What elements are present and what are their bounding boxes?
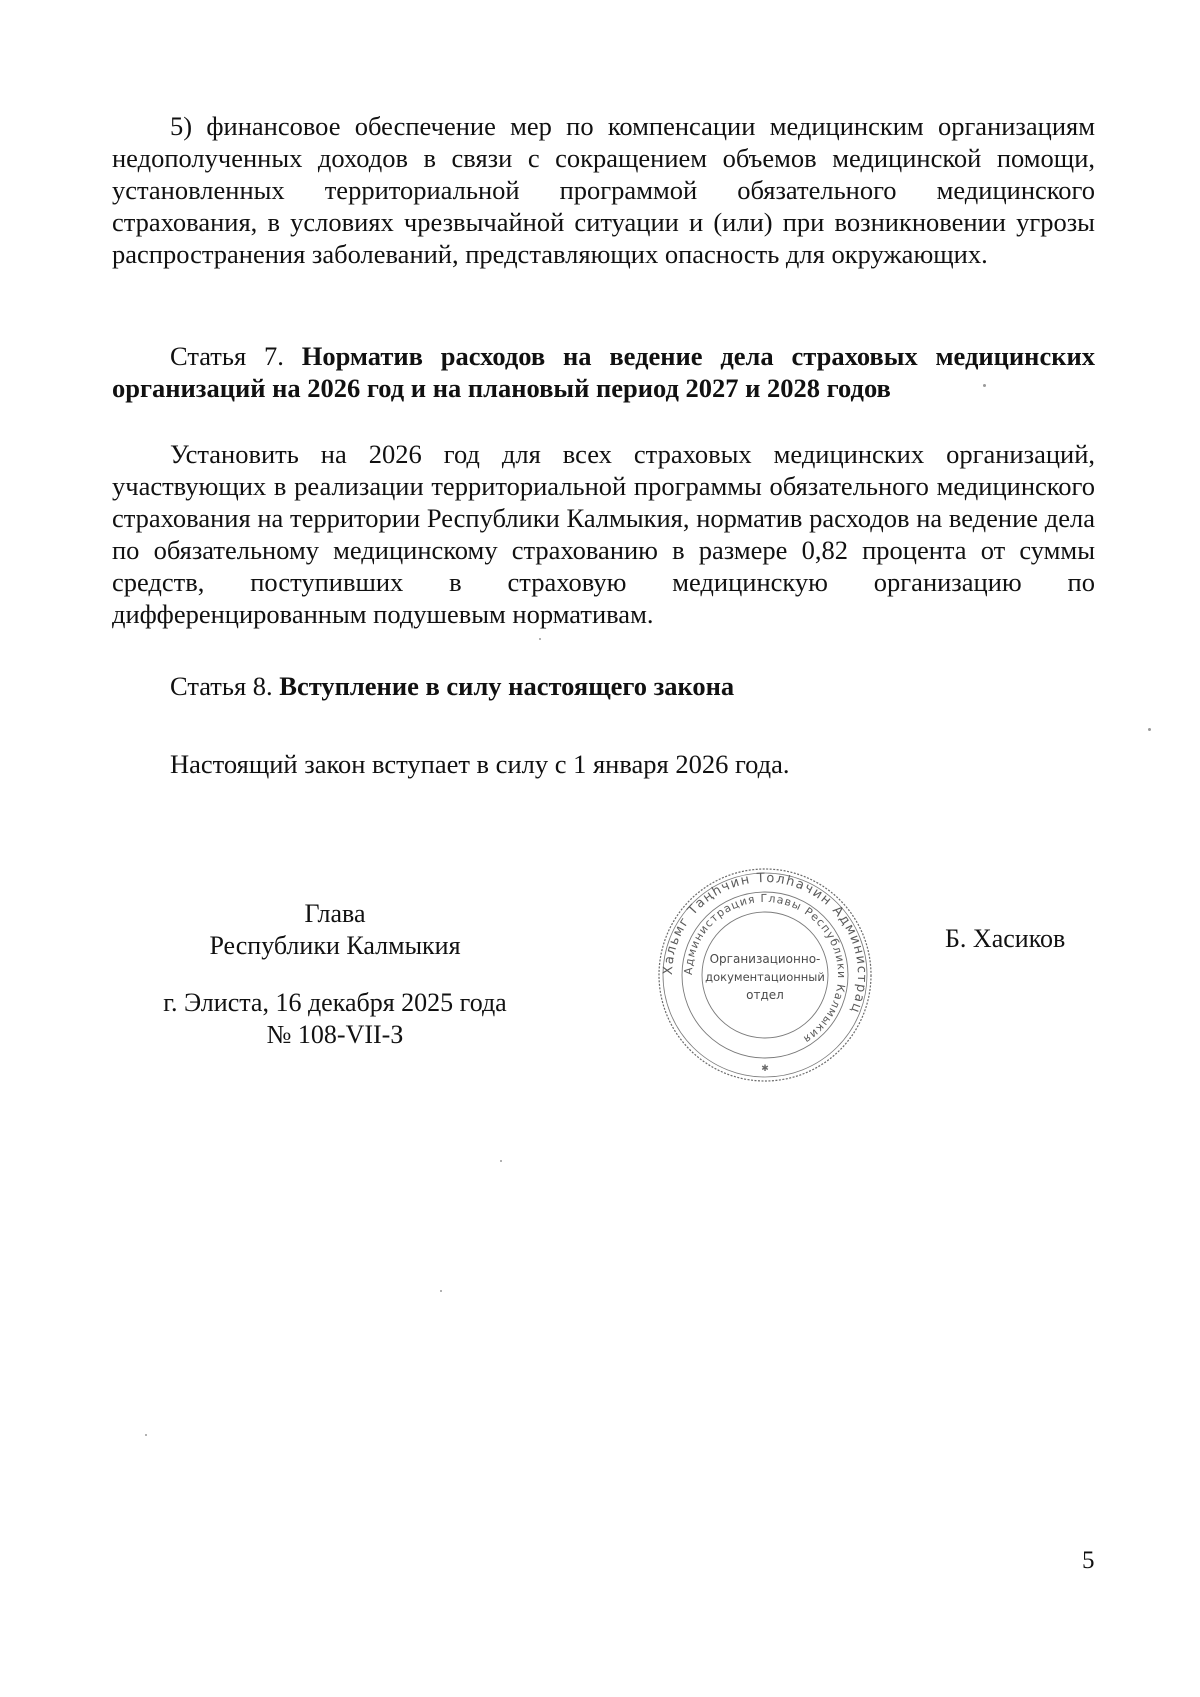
seal-star-icon: ✱ — [761, 1064, 769, 1074]
article-7-heading — [112, 340, 1095, 404]
seal-outer-text: Хальмг Таңһчин Толһачин Администрац — [660, 870, 870, 1017]
item-5-paragraph: 5) финансовое обеспечение мер по компенсации медицинским организациям недополученных доходов в связи с сокращением объемов медицинской помощи, установленных территориальной программой обязательного медицинского страхования, в условиях чрезвычайной ситуации и (или) при возникновении угрозы распространения заболеваний, представляющих опасность для окружающих. — [112, 111, 1095, 269]
scan-speck — [539, 638, 541, 640]
article-8-number: Статья 8. — [170, 671, 273, 701]
signatory-position — [160, 898, 510, 962]
scan-speck — [440, 1290, 442, 1292]
signatory-position-line2: Республики Калмыкия — [209, 931, 461, 960]
page-number: 5 — [1082, 1547, 1095, 1574]
scan-speck — [983, 384, 986, 387]
signatory-position-line1: Глава — [304, 899, 366, 928]
official-seal — [655, 865, 875, 1085]
scan-speck — [145, 1434, 147, 1436]
signer-name: Б. Хасиков — [945, 924, 1066, 953]
article-8-title: Вступление в силу настоящего закона — [279, 671, 735, 701]
article-8-text: Настоящий закон вступает в силу с 1 января 2026 года. — [170, 749, 790, 779]
scan-speck — [500, 1160, 502, 1162]
seal-center-line1: Организационно- — [709, 952, 821, 966]
place-date-block — [110, 987, 560, 1051]
article-7-text: Установить на 2026 год для всех страховых медицинских организаций, участвующих в реализации территориальной программы обязательного медицинского страхования на территории Республики Калмыкия, норматив расходов на ведение дела по обязательному медицинскому страхованию в размере 0,82 процента от суммы средств, поступивших в страховую медицинскую организацию по дифференцированным подушевым нормативам. — [112, 439, 1095, 629]
article-8-heading — [112, 670, 1095, 702]
article-7-title: Норматив расходов на ведение дела страховых медицинских организаций на 2026 год и на плановый период 2027 и 2028 годов — [112, 341, 1095, 403]
law-number: № 108-VII-З — [266, 1020, 404, 1049]
seal-center-line2: документационный — [705, 970, 825, 984]
scan-speck — [1148, 728, 1151, 731]
article-7-number: Статья 7. — [170, 341, 284, 371]
seal-outer-text-2: Администрация Главы Республики Калмыкия — [681, 891, 849, 1047]
seal-center-line3: отдел — [746, 988, 784, 1002]
place-date: г. Элиста, 16 декабря 2025 года — [163, 988, 507, 1017]
